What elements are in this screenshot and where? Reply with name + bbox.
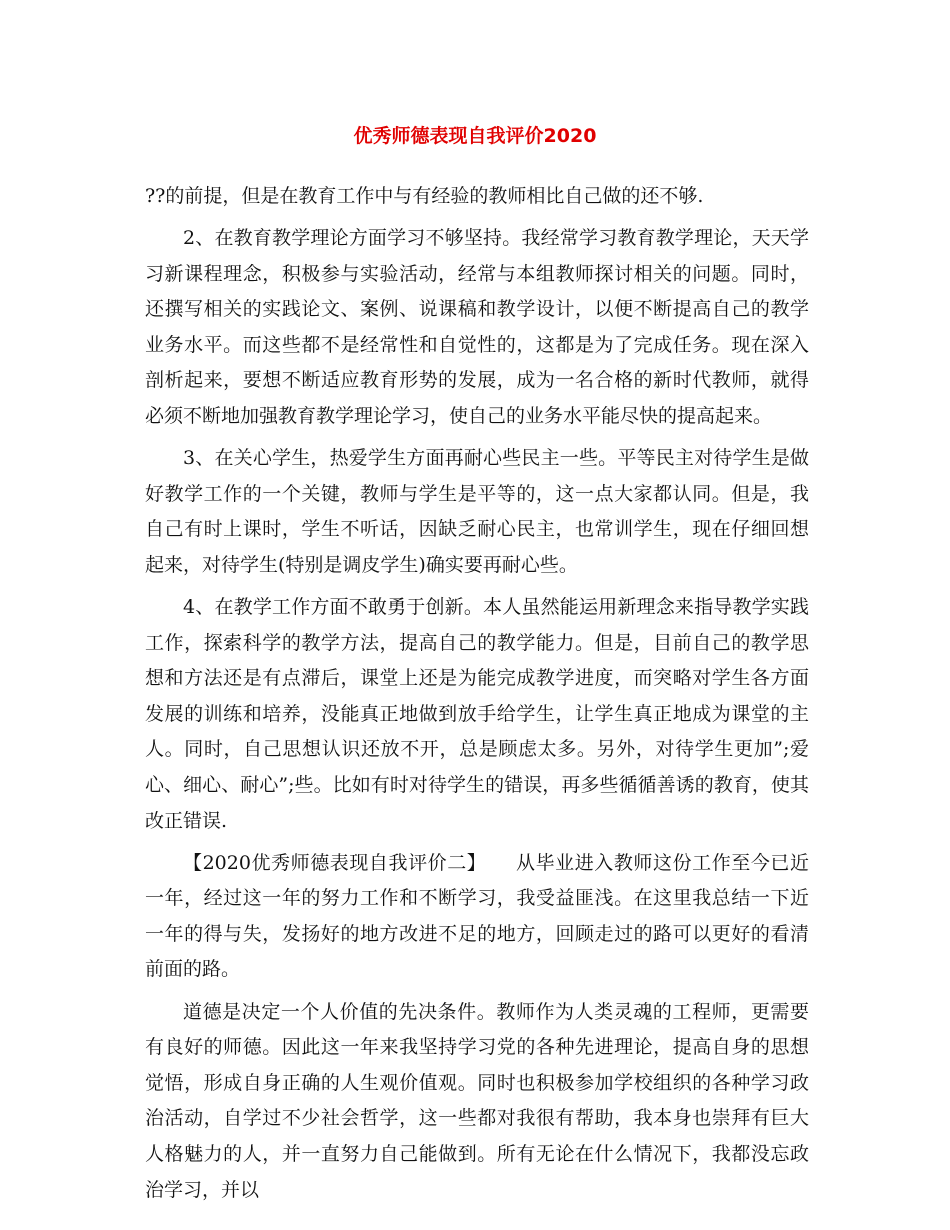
paragraph-section-two-intro: 【2020优秀师德表现自我评价二】 从毕业进入教师这份工作至今已近一年，经过这一年的努力工作和不断学习，我受益匪浅。在这里我总结一下近一年的得与失，发扬好的地方改进不足的地方，回顾走过的路可以更好的看清前面的路。 (145, 851, 809, 981)
paragraph-item-2: 2、在教育教学理论方面学习不够坚持。我经常学习教育教学理论，天天学习新课程理念，积极参与实验活动，经常与本组教师探讨相关的问题。同时，还撰写相关的实践论文、案例、说课稿和教学设计，以便不断提高自己的教学业务水平。而这些都不是经常性和自觉性的，这都是为了完成任务。现在深入剖析起来，要想不断适应教育形势的发展，成为一名合格的新时代教师，就得必须不断地加强教育教学理论学习，使自己的业务水平能尽快的提高起来。 (145, 227, 809, 428)
document-body (145, 179, 809, 1215)
paragraph-item-4: 4、在教学工作方面不敢勇于创新。本人虽然能运用新理念来指导教学实践工作，探索科学的教学方法，提高自己的教学能力。但是，目前自己的教学思想和方法还是有点滞后，课堂上还是为能完成教学进度，而突略对学生各方面发展的训练和培养，没能真正地做到放手给学生，让学生真正地成为课堂的主人。同时，自己思想认识还放不开，总是顾虑太多。另外，对待学生更加”;爱心、细心、耐心”;些。比如有时对待学生的错误，再多些循循善诱的教育，使其改正错误. (145, 596, 809, 832)
paragraph-continuation: ??的前提，但是在教育工作中与有经验的教师相比自己做的还不够. (145, 185, 704, 207)
paragraph-morality: 道德是决定一个人价值的先决条件。教师作为人类灵魂的工程师，更需要有良好的师德。因此这一年来我坚持学习党的各种先进理论，提高自身的思想觉悟，形成自身正确的人生观价值观。同时也积极参加学校组织的各种学习政治活动，自学过不少社会哲学，这一些都对我很有帮助，我本身也崇拜有巨大人格魅力的人，并一直努力自己能做到。所有无论在什么情况下，我都没忘政治学习，并以 (145, 1000, 809, 1201)
document-title: 优秀师德表现自我评价2020 (353, 125, 597, 147)
paragraph-item-3: 3、在关心学生，热爱学生方面再耐心些民主一些。平等民主对待学生是做好教学工作的一个关键，教师与学生是平等的，这一点大家都认同。但是，我自己有时上课时，学生不听话，因缺乏耐心民主，也常训学生，现在仔细回想起来，对待学生(特别是调皮学生)确实要再耐心些。 (145, 447, 809, 576)
